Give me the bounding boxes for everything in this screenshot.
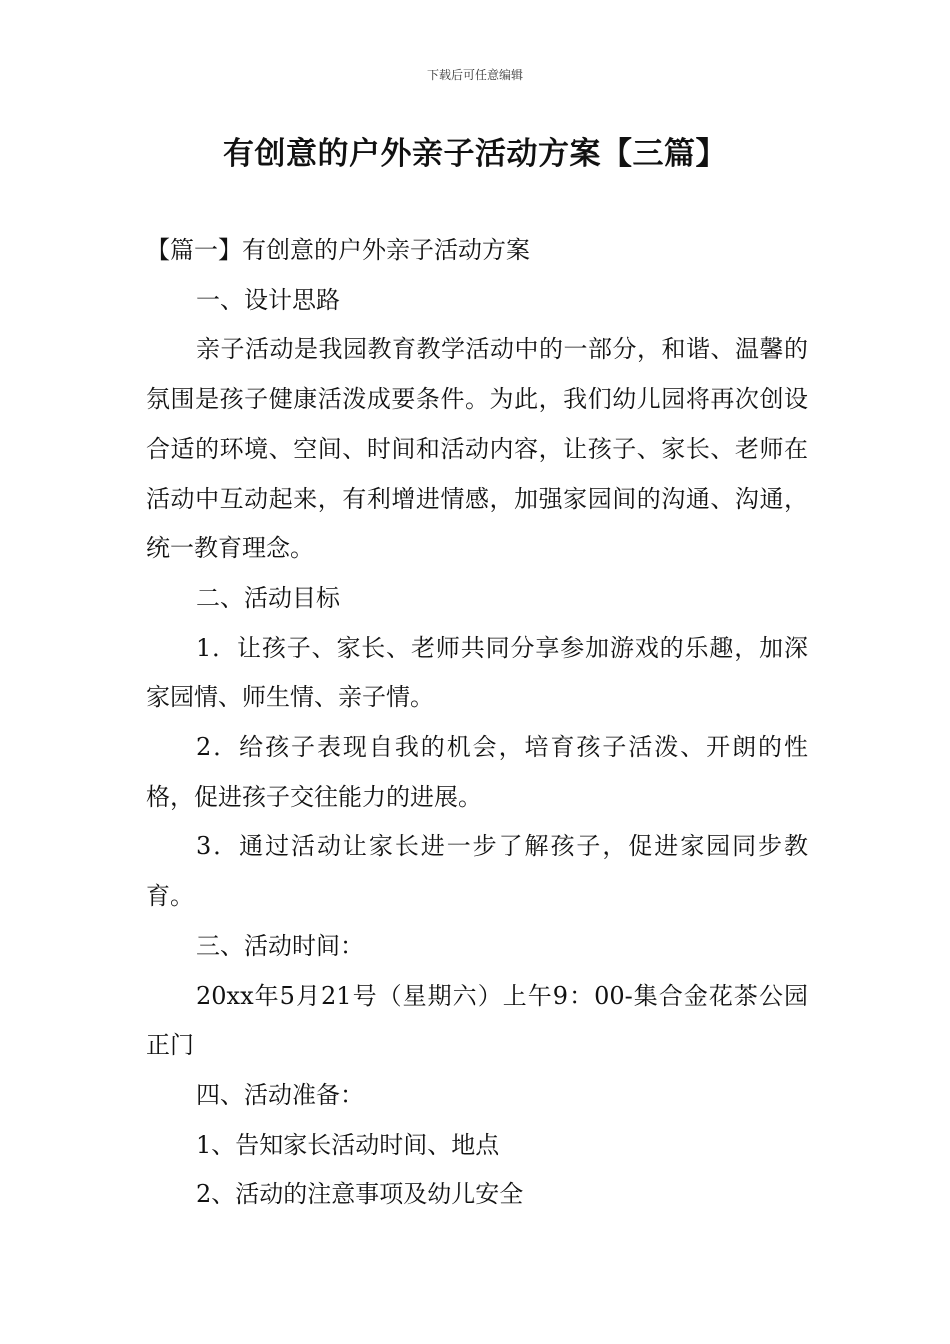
subheading-design-idea: 一、设计思路: [196, 285, 340, 314]
subheading-activity-preparation: 四、活动准备：: [196, 1080, 364, 1109]
subheading-activity-goals: 二、活动目标: [196, 583, 340, 612]
document-title: 有创意的户外亲子活动方案【三篇】: [223, 136, 727, 172]
subheading-activity-time: 三、活动时间：: [196, 931, 364, 960]
document-body: [146, 226, 808, 1220]
preparation-item-1: 1、告知家长活动时间、地点: [196, 1130, 500, 1159]
goal-item-2: 2．给孩子表现自我的机会，培育孩子活泼、开朗的性格，促进孩子交往能力的进展。: [146, 733, 808, 811]
preparation-item-2: 2、活动的注意事项及幼儿安全: [196, 1180, 524, 1209]
header-note: 下载后可任意编辑: [426, 68, 523, 82]
paragraph-design-idea: 亲子活动是我园教育教学活动中的一部分，和谐、温馨的氛围是孩子健康活泼成要条件。为此，我们幼儿园将再次创设合适的环境、空间、时间和活动内容，让孩子、家长、老师在活动中互动起来，有利增进情感，加强家园间的沟通、沟通，统一教育理念。: [146, 335, 808, 563]
goal-item-3: 3．通过活动让家长进一步了解孩子，促进家园同步教育。: [146, 832, 808, 911]
goal-item-1: 1．让孩子、家长、老师共同分享参加游戏的乐趣，加深家园情、师生情、亲子情。: [146, 633, 808, 712]
section-heading-part-one: 【篇一】有创意的户外亲子活动方案: [146, 236, 530, 264]
paragraph-activity-time: 20xx年5月21号（星期六）上午9：00-集合金花茶公园正门: [146, 981, 808, 1060]
